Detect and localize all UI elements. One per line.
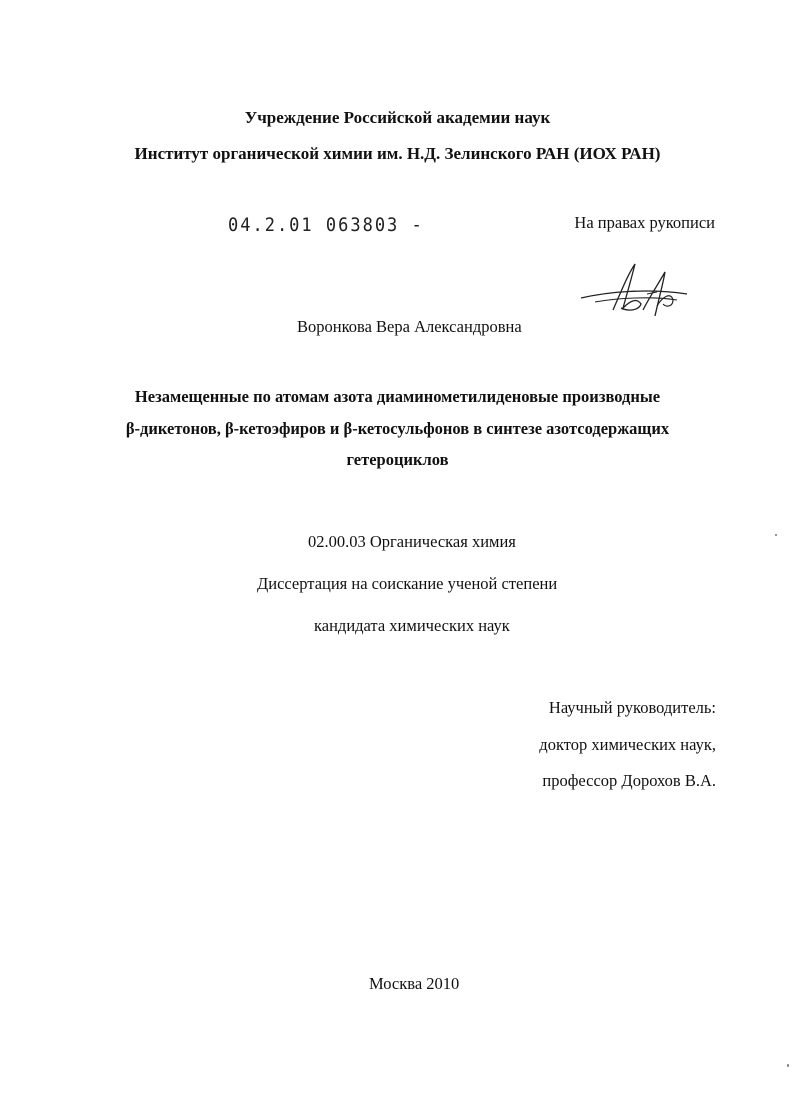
academic-degree: кандидата химических наук bbox=[314, 616, 510, 635]
scan-speck bbox=[775, 534, 777, 536]
author-signature bbox=[577, 258, 697, 320]
author-name: Воронкова Вера Александровна bbox=[297, 317, 522, 336]
place-and-year: Москва 2010 bbox=[369, 974, 460, 993]
thesis-title-line-2: β-дикетонов, β-кетоэфиров и β-кетосульфонов в синтезе азотсодержащих bbox=[125, 419, 670, 438]
scan-speck bbox=[787, 1064, 789, 1067]
manuscript-rights-note: На правах рукописи bbox=[574, 213, 715, 232]
organization-name: Учреждение Российской академии наук bbox=[244, 108, 551, 127]
supervisor-label: Научный руководитель: bbox=[548, 698, 716, 717]
registration-stamp-number: 04.2.01 063803 - bbox=[228, 214, 424, 237]
institute-name: Институт органической химии им. Н.Д. Зелинского РАН (ИОХ РАН) bbox=[134, 144, 661, 163]
thesis-title-line-3: гетероциклов bbox=[346, 450, 449, 469]
dissertation-type: Диссертация на соискание ученой степени bbox=[257, 574, 558, 593]
thesis-title-line-1: Незамещенные по атомам азота диаминометилиденовые производные bbox=[134, 387, 661, 406]
specialty-code: 02.00.03 Органическая химия bbox=[308, 532, 516, 551]
supervisor-degree: доктор химических наук, bbox=[539, 735, 716, 754]
supervisor-name: профессор Дорохов В.А. bbox=[542, 771, 716, 790]
